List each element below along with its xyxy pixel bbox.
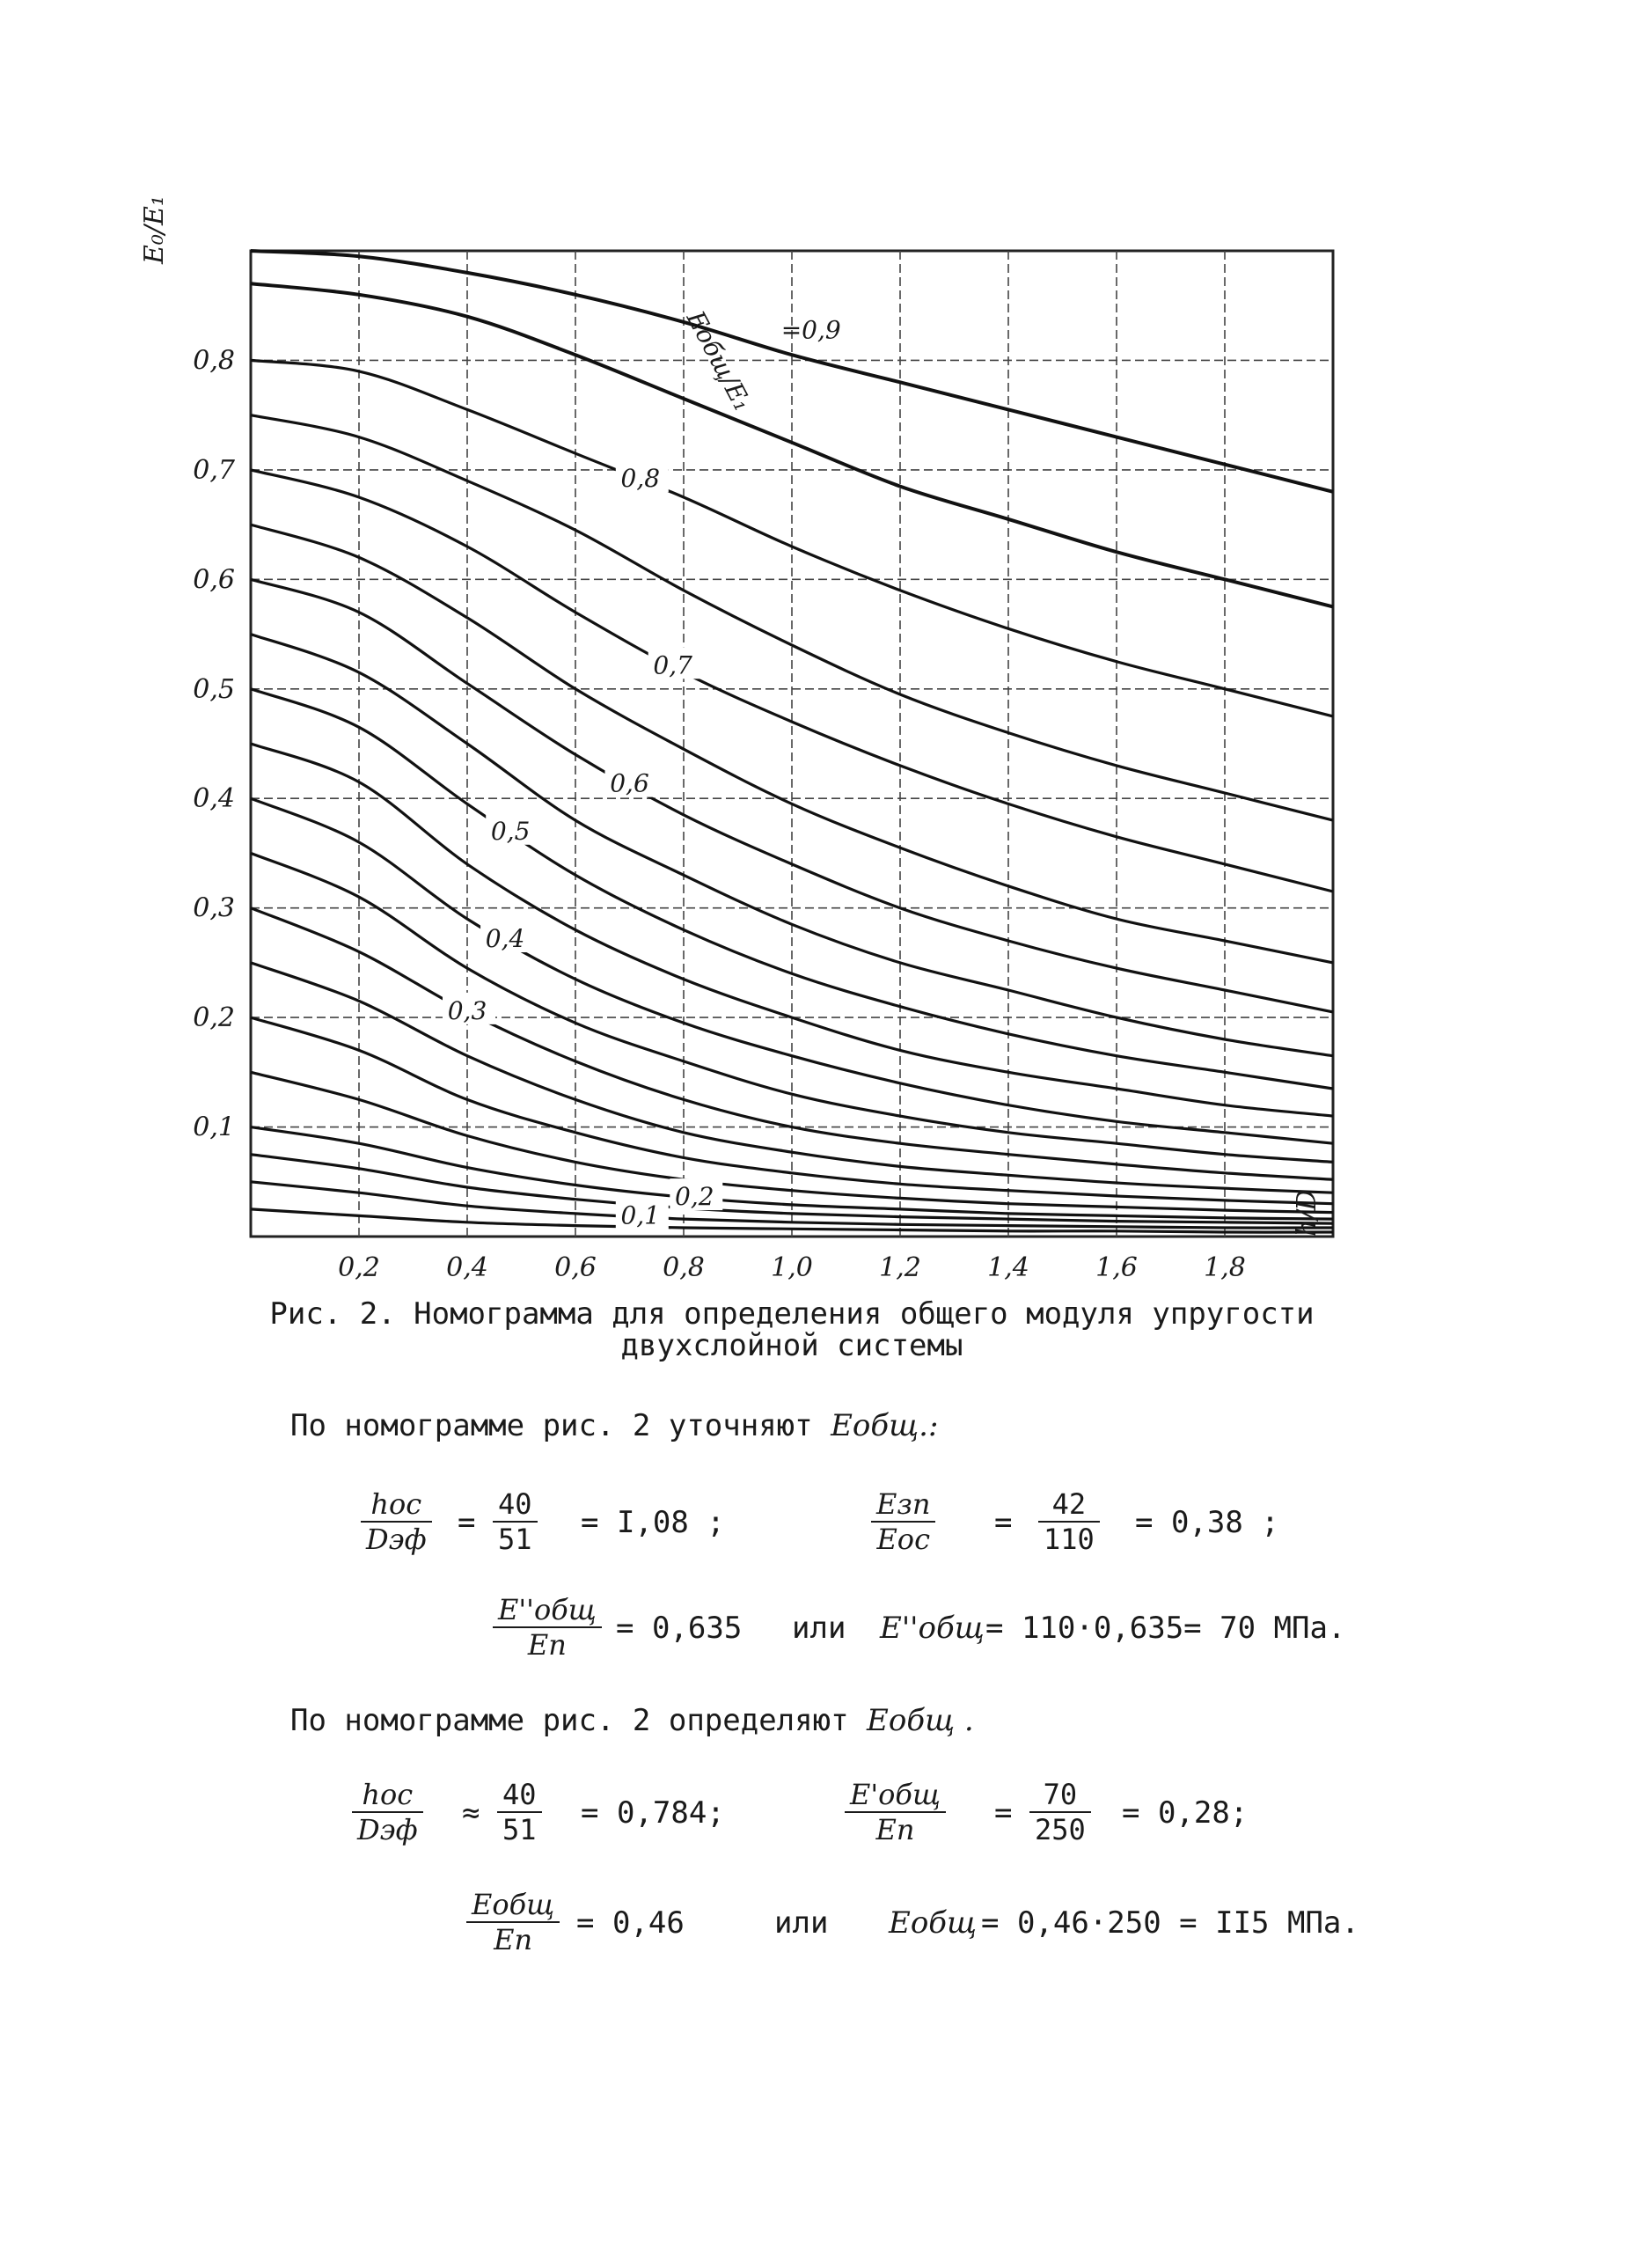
- eq2-values: [1038, 1487, 1100, 1556]
- eq6-result: = 0,46: [576, 1905, 685, 1941]
- paragraph-1: [290, 1408, 938, 1443]
- paragraph-2: [290, 1703, 974, 1738]
- eq1-numerator: hос: [361, 1487, 432, 1523]
- eq6-or: или: [774, 1905, 829, 1941]
- x-tick-label: 0,6: [554, 1252, 597, 1283]
- eq3-numerator: E''общ: [493, 1593, 602, 1628]
- figure-caption: [264, 1298, 1320, 1362]
- eq1-denominator: Dэф: [366, 1523, 427, 1556]
- eq1-result: = I,08 ;: [581, 1505, 725, 1540]
- eq6b-result: = 0,46·250 = II5 МПа.: [981, 1905, 1359, 1941]
- paragraph-1-symbol: Eобщ.:: [831, 1408, 939, 1443]
- caption-line-1: Рис. 2. Номограмма для определения общего модуля упругости: [269, 1296, 1315, 1332]
- y-tick-label: 0,7: [193, 454, 235, 486]
- curve-labels: [443, 316, 841, 1230]
- y-tick-label: 0,8: [193, 345, 235, 377]
- svg-text:E₀/E₁: E₀/E₁: [139, 195, 170, 264]
- caption-line-2: двухслойной системы: [620, 1328, 963, 1363]
- eq2-equals: =: [994, 1505, 1013, 1540]
- eq4-denominator: Dэф: [357, 1813, 418, 1846]
- eq1-values: [493, 1487, 538, 1556]
- eq4-result: = 0,784;: [581, 1795, 725, 1831]
- eq1-equals: =: [458, 1505, 476, 1540]
- eq1-value-numerator: 40: [493, 1487, 538, 1523]
- eq4-value-numerator: 40: [497, 1778, 542, 1813]
- eq5-equals: =: [994, 1795, 1013, 1831]
- x-tick-label: 0,4: [446, 1252, 488, 1283]
- chart-grid: [251, 251, 1333, 1237]
- svg-text:Eобщ/E₁: Eобщ/E₁: [680, 305, 758, 416]
- curve-label: 0,7: [653, 650, 692, 680]
- eq3-result: = 0,635: [616, 1611, 743, 1646]
- eq5-denominator: Eп: [875, 1813, 915, 1846]
- eq5-ratio: [845, 1778, 946, 1846]
- curve-label: 0,5: [490, 816, 531, 846]
- svg-text:h/D: h/D: [1292, 1189, 1322, 1237]
- eq2-value-denominator: 110: [1044, 1523, 1095, 1556]
- eq3-ratio: [493, 1593, 602, 1662]
- curve-label: =0,9: [780, 315, 841, 345]
- y-tick-label: 0,2: [193, 1002, 235, 1034]
- eq4-numerator: hос: [352, 1778, 423, 1813]
- x-tick-label: 1,0: [771, 1252, 813, 1283]
- eq6-ratio: [466, 1888, 560, 1956]
- eq3b-result: = 110·0,635= 70 МПа.: [985, 1611, 1346, 1646]
- eq2-denominator: Eос: [876, 1523, 930, 1556]
- eq5-value-numerator: 70: [1029, 1778, 1091, 1813]
- eq2-value-numerator: 42: [1038, 1487, 1100, 1523]
- x-tick-label: 1,8: [1204, 1252, 1246, 1283]
- curve-label: 0,2: [675, 1182, 714, 1212]
- y-tick-label: 0,4: [193, 783, 235, 815]
- eq4-value-denominator: 51: [502, 1813, 537, 1846]
- eq6-numerator: Eобщ: [466, 1888, 560, 1923]
- eq2-numerator: Eзп: [871, 1487, 935, 1523]
- y-tick-label: 0,6: [193, 564, 235, 596]
- y-tick-label: 0,3: [193, 892, 235, 924]
- x-tick-label: 1,2: [879, 1252, 921, 1283]
- x-tick-label: 0,8: [663, 1252, 705, 1283]
- eq6-denominator: Eп: [494, 1923, 533, 1956]
- eq2-result: = 0,38 ;: [1135, 1505, 1279, 1540]
- x-tick-label: 1,4: [987, 1252, 1029, 1283]
- eq4-values: [497, 1778, 542, 1846]
- paragraph-1-text: По номограмме рис. 2 уточняют: [290, 1408, 813, 1443]
- x-tick-labels: [338, 1252, 1246, 1283]
- eq5-values: [1029, 1778, 1091, 1846]
- eq1-value-denominator: 51: [498, 1523, 532, 1556]
- y-tick-labels: [193, 345, 236, 1142]
- eq5-value-denominator: 250: [1035, 1813, 1086, 1846]
- y-axis-label: [139, 195, 170, 265]
- paragraph-2-text: По номограмме рис. 2 определяют: [290, 1703, 849, 1738]
- x-axis-label: [1292, 1190, 1322, 1237]
- eq4-ratio: [352, 1778, 423, 1846]
- x-tick-label: 0,2: [338, 1252, 380, 1283]
- eq3b-symbol: E''общ: [880, 1611, 985, 1646]
- curve-label: 0,6: [610, 768, 649, 798]
- curve-label: 0,1: [620, 1200, 661, 1230]
- eq5-result: = 0,28;: [1122, 1795, 1249, 1831]
- curve-label: 0,8: [620, 464, 661, 494]
- eq4-equals: ≈: [462, 1795, 480, 1831]
- eq1-ratio: [361, 1487, 432, 1556]
- eq5-numerator: E'общ: [845, 1778, 946, 1813]
- eq3-or: или: [792, 1611, 846, 1646]
- eq2-ratio: [871, 1487, 935, 1556]
- y-tick-label: 0,1: [193, 1112, 235, 1143]
- curve-label: 0,4: [485, 924, 525, 954]
- eq6b-symbol: Eобщ: [889, 1905, 978, 1941]
- curve-label: 0,3: [447, 995, 487, 1025]
- paragraph-2-symbol: Eобщ .: [867, 1703, 974, 1738]
- eq3-denominator: Eп: [527, 1628, 567, 1662]
- y-tick-label: 0,5: [193, 673, 235, 705]
- x-tick-label: 1,6: [1095, 1252, 1138, 1283]
